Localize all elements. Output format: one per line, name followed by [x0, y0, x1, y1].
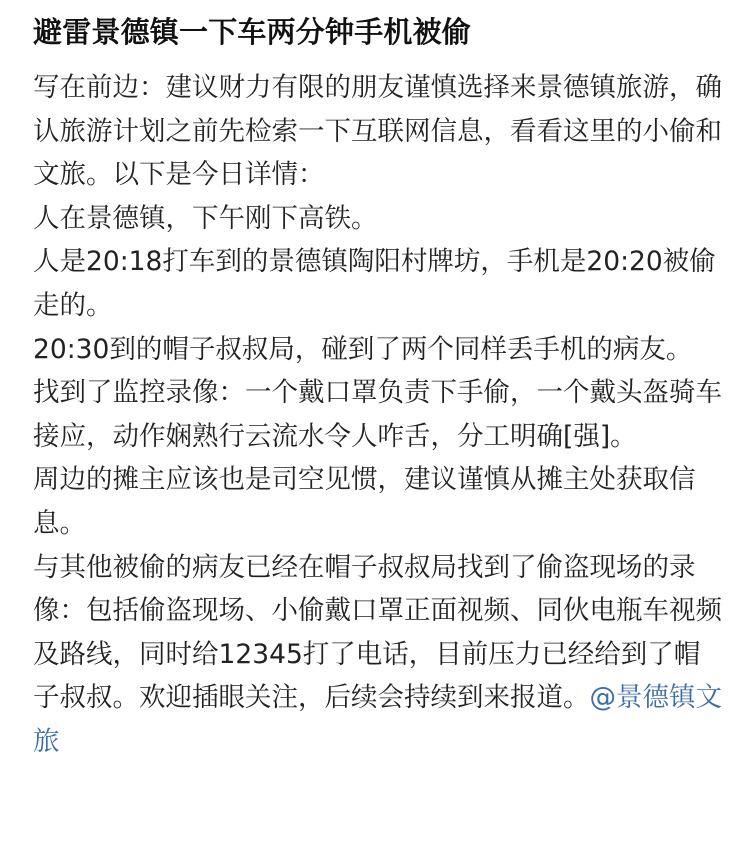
- post-body: [33, 66, 722, 764]
- post-paragraph-theft-time: 人是20:18打车到的景德镇陶阳村牌坊，手机是20:20被偷走的。: [33, 246, 716, 321]
- mention-link[interactable]: @景德镇文旅: [33, 682, 722, 757]
- post-paragraph-vendors: 周边的摊主应该也是司空见惯，建议谨慎从摊主处获取信息。: [33, 464, 696, 539]
- post-paragraph-followup: [33, 546, 722, 764]
- post-paragraph-surveillance: 找到了监控录像：一个戴口罩负责下手偷，一个戴头盔骑车接应，动作娴熟行云流水令人咋舌，分工明确[强]。: [33, 377, 722, 452]
- post-paragraph-police: 20:30到的帽子叔叔局，碰到了两个同样丢手机的病友。: [33, 333, 693, 365]
- post-title: 避雷景德镇一下车两分钟手机被偷: [33, 15, 472, 49]
- post-paragraph-intro: 写在前边：建议财力有限的朋友谨慎选择来景德镇旅游，确认旅游计划之前先检索一下互联网信息，看看这里的小偷和文旅。以下是今日详情：: [33, 72, 722, 191]
- post-paragraph-followup-text: 与其他被偷的病友已经在帽子叔叔局找到了偷盗现场的录像：包括偷盗现场、小偷戴口罩正面视频、同伙电瓶车视频及路线，同时给12345打了电话，目前压力已经给到了帽子叔叔。欢迎插眼关注，后续会持续到来报道。: [33, 551, 722, 714]
- post-paragraph-arrival: 人在景德镇，下午刚下高铁。: [33, 202, 378, 234]
